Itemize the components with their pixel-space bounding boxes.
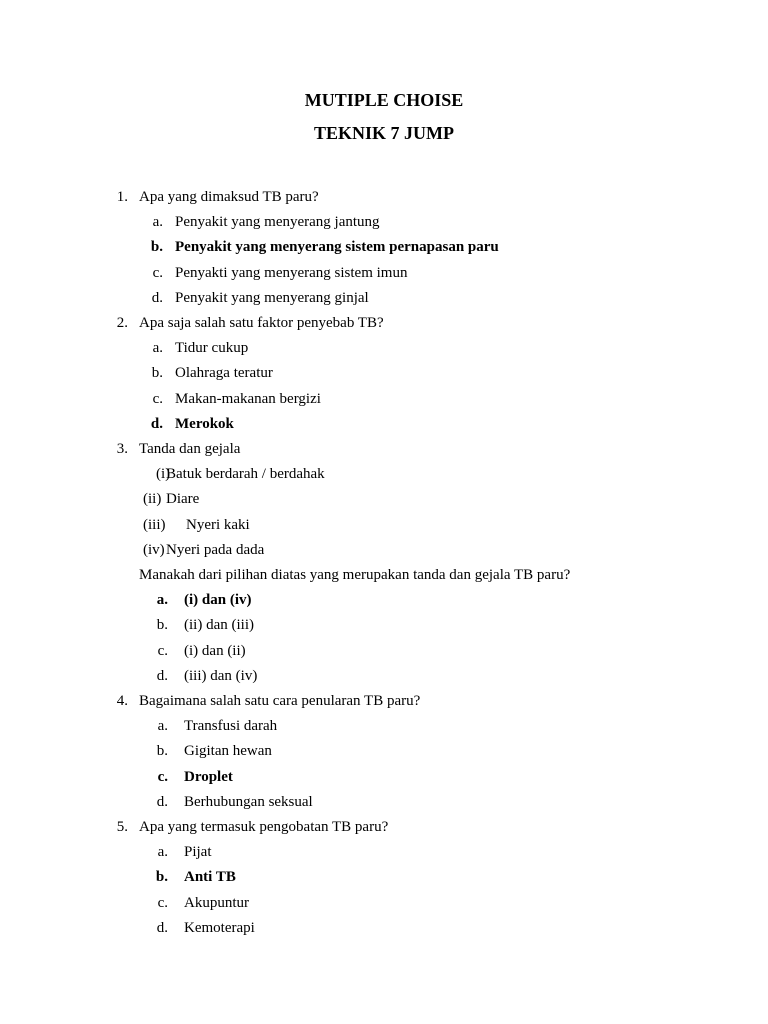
- question-item-text: Apa saja salah satu faktor penyebab TB?: [139, 315, 384, 331]
- answer-option: [0, 665, 768, 687]
- question-item: [0, 816, 768, 838]
- answer-option-text: Pijat: [184, 844, 212, 860]
- answer-option-text: Penyakit yang menyerang ginjal: [175, 290, 369, 306]
- answer-option-label: a.: [152, 340, 163, 356]
- answer-option-text: Olahraga teratur: [175, 365, 273, 381]
- answer-option-correct: [0, 413, 768, 435]
- document-title: MUTIPLE CHOISE: [304, 90, 464, 110]
- answer-option-label: c.: [157, 895, 168, 911]
- question-item-label: 1.: [116, 189, 128, 205]
- question-item-label: 5.: [116, 819, 128, 835]
- answer-option-label: b.: [156, 617, 168, 633]
- answer-option: [0, 740, 768, 762]
- question-item-label: 3.: [116, 441, 128, 457]
- answer-option-text: Tidur cukup: [175, 340, 249, 356]
- answer-option-text: Gigitan hewan: [184, 743, 272, 759]
- answer-option-text: (i) dan (ii): [184, 643, 246, 659]
- answer-option-text: Akupuntur: [184, 895, 249, 911]
- statement-item: [0, 539, 768, 561]
- statement-label: (ii): [143, 491, 162, 507]
- question-prompt-text: Manakah dari pilihan diatas yang merupakan tanda dan gejala TB paru?: [139, 567, 571, 583]
- answer-option-label: a.: [157, 844, 168, 860]
- answer-option-label: b.: [151, 365, 163, 381]
- answer-option-label: d.: [151, 290, 163, 306]
- question-item-label: 4.: [116, 693, 128, 709]
- answer-option-text: Kemoterapi: [184, 920, 255, 936]
- statement-text: Batuk berdarah / berdahak: [166, 466, 325, 482]
- statement-item: [0, 514, 768, 536]
- answer-option: [0, 614, 768, 636]
- question-item-label: 2.: [116, 315, 128, 331]
- statement-label: (i): [156, 466, 171, 482]
- answer-option-text: Makan-makanan bergizi: [175, 391, 321, 407]
- statement-label: (iii): [143, 517, 166, 533]
- answer-option: [0, 262, 768, 284]
- answer-option-label: d.: [156, 794, 168, 810]
- answer-option: [0, 362, 768, 384]
- answer-option: [0, 211, 768, 233]
- statement-item: [0, 463, 768, 485]
- question-item: [0, 690, 768, 712]
- answer-option-text: Transfusi darah: [184, 718, 278, 734]
- document-subtitle: TEKNIK 7 JUMP: [313, 123, 454, 143]
- answer-option: [0, 841, 768, 863]
- answer-option-label: a.: [157, 718, 168, 734]
- answer-option: [0, 715, 768, 737]
- answer-option: [0, 287, 768, 309]
- answer-option-correct: [0, 766, 768, 788]
- answer-option-correct-label: b.: [150, 239, 163, 255]
- answer-option-correct-text: Penyakit yang menyerang sistem pernapasan paru: [175, 239, 499, 255]
- statement-text: Diare: [166, 491, 200, 507]
- question-item-text: Bagaimana salah satu cara penularan TB paru?: [139, 693, 421, 709]
- answer-option-correct-label: a.: [156, 592, 168, 608]
- answer-option-text: Penyakti yang menyerang sistem imun: [175, 265, 408, 281]
- answer-option-label: c.: [157, 643, 168, 659]
- statement-label: (iv): [143, 542, 165, 558]
- answer-option-correct: [0, 589, 768, 611]
- answer-option-correct-label: c.: [157, 769, 168, 785]
- question-item-text: Tanda dan gejala: [139, 441, 241, 457]
- answer-option: [0, 917, 768, 939]
- answer-option-correct: [0, 866, 768, 888]
- answer-option-correct-text: Anti TB: [184, 869, 236, 885]
- answer-option-correct-text: Merokok: [175, 416, 234, 432]
- answer-option-text: (iii) dan (iv): [184, 668, 258, 684]
- answer-option: [0, 337, 768, 359]
- question-item: [0, 186, 768, 208]
- answer-option-correct-label: b.: [155, 869, 168, 885]
- statement-item: [0, 488, 768, 510]
- answer-option: [0, 388, 768, 410]
- answer-option-text: Berhubungan seksual: [184, 794, 313, 810]
- statement-text: Nyeri kaki: [186, 517, 250, 533]
- question-prompt: [0, 564, 768, 586]
- question-item: [0, 438, 768, 460]
- answer-option-label: c.: [152, 265, 163, 281]
- answer-option-text: (ii) dan (iii): [184, 617, 254, 633]
- answer-option-label: c.: [152, 391, 163, 407]
- answer-option: [0, 791, 768, 813]
- answer-option-label: d.: [156, 920, 168, 936]
- answer-option-correct-text: Droplet: [184, 769, 233, 785]
- answer-option-text: Penyakit yang menyerang jantung: [175, 214, 380, 230]
- question-item: [0, 312, 768, 334]
- question-item-text: Apa yang termasuk pengobatan TB paru?: [139, 819, 389, 835]
- answer-option-correct-label: d.: [150, 416, 163, 432]
- answer-option-label: a.: [152, 214, 163, 230]
- answer-option-correct: [0, 236, 768, 258]
- answer-option-label: d.: [156, 668, 168, 684]
- question-item-text: Apa yang dimaksud TB paru?: [139, 189, 319, 205]
- answer-option: [0, 640, 768, 662]
- answer-option-correct-text: (i) dan (iv): [184, 592, 252, 608]
- answer-option-label: b.: [156, 743, 168, 759]
- answer-option: [0, 892, 768, 914]
- statement-text: Nyeri pada dada: [166, 542, 265, 558]
